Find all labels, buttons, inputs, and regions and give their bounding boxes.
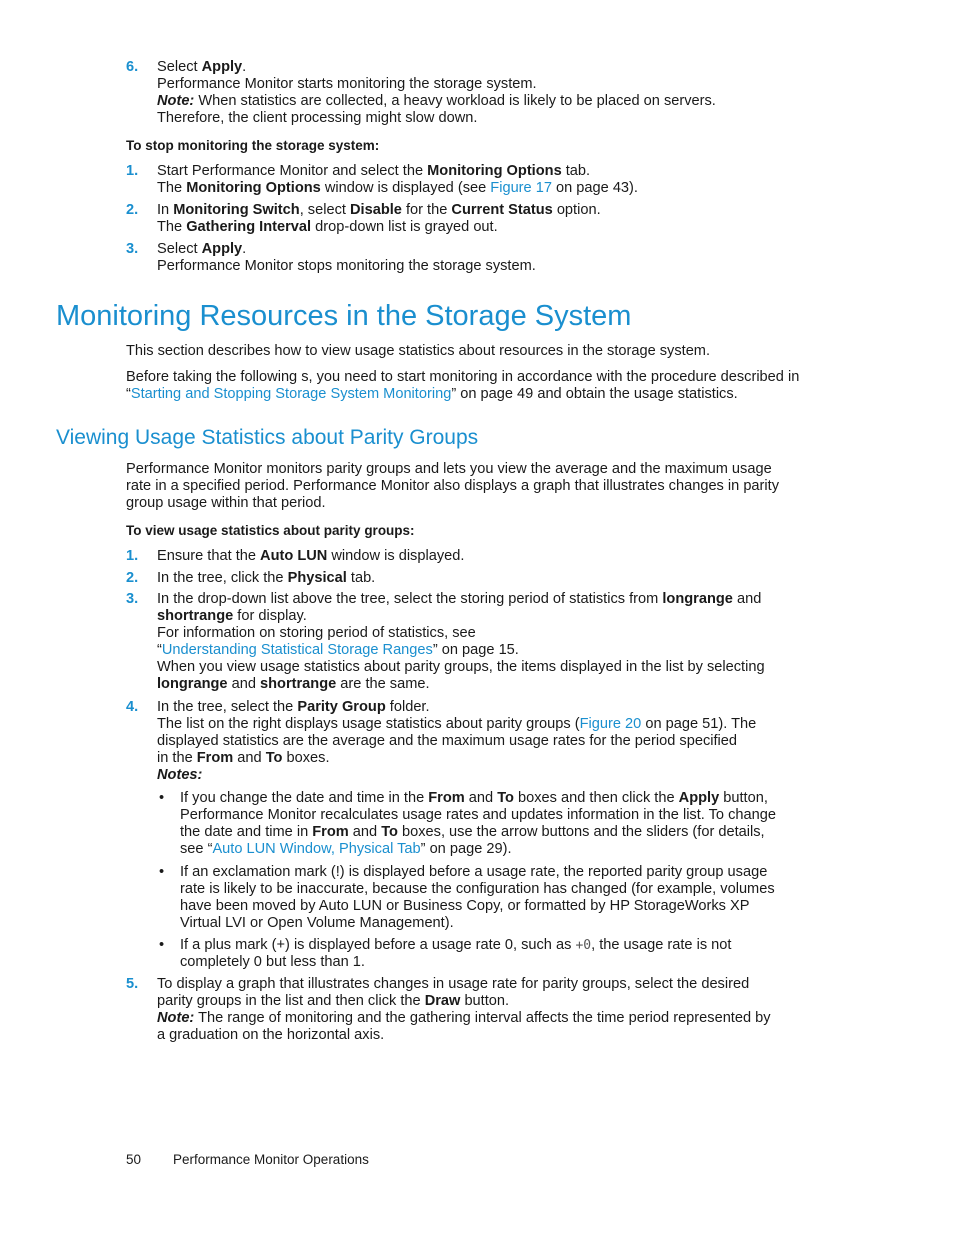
view-step-4-text: In the tree, select the Parity Group folder. The list on the right displays usage statistics about parity groups (Figure 20 on page 51). The displayed statistics are the average and the maximum usage rates for the period specified in the From and To boxes. Notes: — [157, 699, 817, 784]
plus-zero-code: +0 — [575, 938, 592, 953]
view-step-4-number: 4. — [126, 699, 139, 715]
starting-stopping-link[interactable]: Starting and Stopping Storage System Monitoring — [130, 386, 452, 402]
bullet-3-mark: • — [159, 937, 165, 953]
stop-step-1-text: Start Performance Monitor and select the Monitoring Options tab. The Monitoring Options window is displayed (see Figure 17 on page 43). — [157, 163, 638, 196]
auto-lun-window-link[interactable]: Auto LUN Window, Physical Tab — [212, 841, 421, 857]
stop-procedure-heading: To stop monitoring the storage system: — [126, 138, 380, 153]
bullet-2-mark: • — [159, 864, 165, 880]
view-step-2-number: 2. — [126, 570, 139, 586]
view-step-1-number: 1. — [126, 548, 139, 564]
view-step-3-number: 3. — [126, 591, 139, 607]
stop-step-2-number: 2. — [126, 202, 139, 218]
view-step-1-text: Ensure that the Auto LUN window is displayed. — [157, 548, 465, 564]
subsection-intro: Performance Monitor monitors parity groups and lets you view the average and the maximum usage rate in a specified period. Performance Monitor also displays a graph that illustrates changes in parity group usage within that period. — [126, 461, 780, 511]
notes-label: Notes: — [157, 767, 203, 783]
understanding-ranges-link[interactable]: Understanding Statistical Storage Ranges — [161, 642, 433, 658]
view-step-5-number: 5. — [126, 976, 139, 992]
bullet-2-text: If an exclamation mark (!) is displayed before a usage rate, the reported parity group usage rate is likely to be inaccurate, because the configuration has changed (for example, volumes have been moved by Auto LUN or Business Copy, or formatted by HP StorageWorks XP Virtual LVI or Open Volume Management). — [180, 864, 775, 931]
view-step-2-text: In the tree, click the Physical tab. — [157, 570, 376, 586]
step-6-text: Select Apply. Performance Monitor starts monitoring the storage system. Note: When statistics are collected, a heavy workload is likely to be placed on servers. Therefore, the client processing might slow down. — [157, 59, 716, 126]
bullet-1-text: If you change the date and time in the From and To boxes and then click the Apply button, Performance Monitor recalculates usage rates and updates information in the list. To change the date and time in From and To boxes, use the arrow buttons and the sliders (for details, see “Auto LUN Window, Physical Tab” on page 29). — [180, 790, 776, 857]
section-title: Monitoring Resources in the Storage System — [56, 300, 632, 332]
footer-chapter-title: Performance Monitor Operations — [173, 1152, 369, 1167]
stop-step-2-text: In Monitoring Switch, select Disable for the Current Status option. The Gathering Interval drop-down list is grayed out. — [157, 202, 601, 235]
bullet-3-text: If a plus mark (+) is displayed before a usage rate 0, such as +0, the usage rate is not completely 0 but less than 1. — [180, 937, 732, 970]
view-step-3-text: In the drop-down list above the tree, select the storing period of statistics from longrange and shortrange for display. For information on storing period of statistics, see “Understanding Statistical Storage Ranges” on page 15. When you view usage statistics about parity groups, the items displayed in the list by selecting longrange and shortrange are the same. — [157, 591, 765, 692]
step-6-number: 6. — [126, 59, 139, 75]
section-intro: This section describes how to view usage statistics about resources in the storage system. — [126, 343, 711, 359]
view-step-5-text: To display a graph that illustrates changes in usage rate for parity groups, select the desired parity groups in the list and then click the Draw button. Note: The range of monitoring and the gathering interval affects the time period represented by a graduation on the horizontal axis. — [157, 976, 771, 1043]
stop-step-3-number: 3. — [126, 241, 139, 257]
section-prerequisite: Before taking the following s, you need to start monitoring in accordance with the procedure described in “Starting and Stopping Storage System Monitoring” on page 49 and obtain the usage statistics. — [126, 369, 800, 402]
figure-20-link[interactable]: Figure 20 — [579, 716, 642, 732]
stop-step-3-text: Select Apply. Performance Monitor stops monitoring the storage system. — [157, 241, 536, 274]
figure-17-link[interactable]: Figure 17 — [490, 180, 552, 196]
page-number: 50 — [126, 1152, 142, 1167]
bullet-1-mark: • — [159, 790, 165, 806]
subsection-title: Viewing Usage Statistics about Parity Groups — [56, 426, 479, 449]
stop-step-1-number: 1. — [126, 163, 139, 179]
view-procedure-heading: To view usage statistics about parity groups: — [126, 523, 415, 538]
